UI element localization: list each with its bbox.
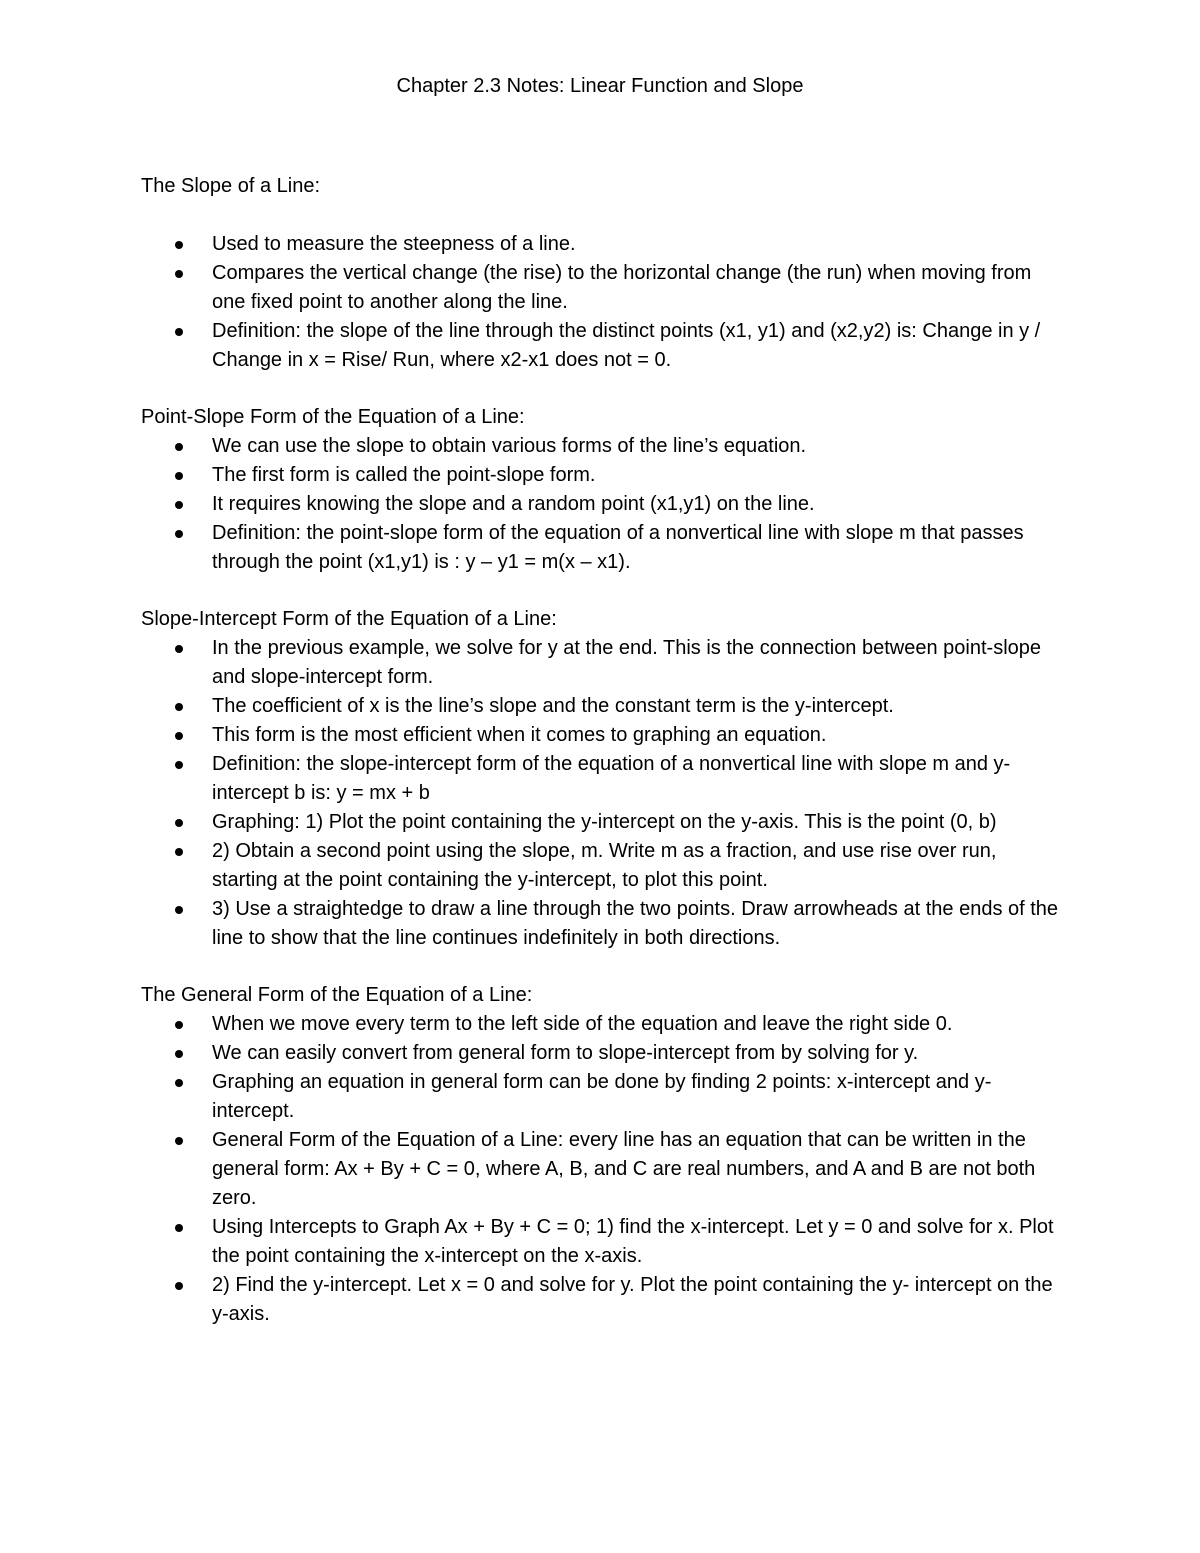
list-item <box>141 837 1061 895</box>
list-item-text: Graphing: 1) Plot the point containing the y-intercept on the y-axis. This is the point (0, b) <box>212 811 997 833</box>
list-item <box>141 519 1061 577</box>
bullet-icon <box>175 761 183 769</box>
bullet-icon <box>175 1282 183 1290</box>
bullet-icon <box>175 732 183 740</box>
list-item <box>141 317 1061 375</box>
list-item <box>141 895 1061 953</box>
list-item-text: Graphing an equation in general form can be done by finding 2 points: x-intercept and y-intercept. <box>212 1071 992 1122</box>
bullet-icon <box>175 1224 183 1232</box>
section-slope-of-a-line <box>141 172 1061 375</box>
bullet-icon <box>175 1137 183 1145</box>
bullet-list <box>141 432 1061 577</box>
bullet-list <box>141 230 1061 375</box>
section-heading: The General Form of the Equation of a Line: <box>141 984 533 1006</box>
list-item-text: 3) Use a straightedge to draw a line through the two points. Draw arrowheads at the ends of the line to show that the line continues indefinitely in both directions. <box>212 898 1059 949</box>
bullet-icon <box>175 1021 183 1029</box>
bullet-icon <box>175 645 183 653</box>
list-item-text: Compares the vertical change (the rise) to the horizontal change (the run) when moving from one fixed point to another along the line. <box>212 262 1032 313</box>
list-item <box>141 721 1061 750</box>
list-item-text: General Form of the Equation of a Line: every line has an equation that can be written in the general form: Ax + By + C = 0, where A, B, and C are real numbers, and A and B are not both zero. <box>212 1129 1036 1209</box>
bullet-icon <box>175 472 183 480</box>
bullet-icon <box>175 703 183 711</box>
bullet-icon <box>175 1079 183 1087</box>
list-item <box>141 750 1061 808</box>
section-general-form <box>141 981 1061 1329</box>
list-item <box>141 1068 1061 1126</box>
section-slope-intercept-form <box>141 605 1061 953</box>
bullet-list <box>141 634 1061 953</box>
list-item-text: This form is the most efficient when it comes to graphing an equation. <box>212 724 827 746</box>
list-item-text: We can use the slope to obtain various forms of the line’s equation. <box>212 435 807 457</box>
bullet-list <box>141 1010 1061 1329</box>
notes-body <box>141 172 1061 1357</box>
list-item <box>141 461 1061 490</box>
bullet-icon <box>175 906 183 914</box>
section-heading: Point-Slope Form of the Equation of a Line: <box>141 406 525 428</box>
list-item <box>141 432 1061 461</box>
list-item-text: The first form is called the point-slope form. <box>212 464 596 486</box>
list-item-text: When we move every term to the left side of the equation and leave the right side 0. <box>212 1013 953 1035</box>
list-item <box>141 808 1061 837</box>
list-item <box>141 692 1061 721</box>
list-item <box>141 1039 1061 1068</box>
list-item <box>141 1271 1061 1329</box>
bullet-icon <box>175 819 183 827</box>
list-item <box>141 259 1061 317</box>
list-item-text: 2) Obtain a second point using the slope, m. Write m as a fraction, and use rise over run, starting at the point containing the y-intercept, to plot this point. <box>212 840 997 891</box>
bullet-icon <box>175 270 183 278</box>
list-item-text: Used to measure the steepness of a line. <box>212 233 576 255</box>
list-item-text: Definition: the slope of the line through the distinct points (x1, y1) and (x2,y2) is: Change in y / Change in x = Rise/ Run, where x2-x1 does not = 0. <box>212 320 1041 371</box>
bullet-icon <box>175 530 183 538</box>
list-item <box>141 230 1061 259</box>
bullet-icon <box>175 501 183 509</box>
bullet-icon <box>175 1050 183 1058</box>
bullet-icon <box>175 848 183 856</box>
list-item-text: Using Intercepts to Graph Ax + By + C = 0; 1) find the x-intercept. Let y = 0 and solve for x. Plot the point containing the x-intercept on the x-axis. <box>212 1216 1054 1267</box>
list-item-text: Definition: the point-slope form of the equation of a nonvertical line with slope m that passes through the point (x1,y1) is : y – y1 = m(x – x1). <box>212 522 1024 573</box>
list-item <box>141 634 1061 692</box>
list-item <box>141 1010 1061 1039</box>
list-item-text: We can easily convert from general form to slope-intercept from by solving for y. <box>212 1042 919 1064</box>
list-item <box>141 1213 1061 1271</box>
list-item <box>141 490 1061 519</box>
list-item-text: In the previous example, we solve for y at the end. This is the connection between point-slope and slope-intercept form. <box>212 637 1042 688</box>
section-point-slope-form <box>141 403 1061 577</box>
section-heading: The Slope of a Line: <box>141 175 321 197</box>
list-item <box>141 1126 1061 1213</box>
bullet-icon <box>175 328 183 336</box>
list-item-text: It requires knowing the slope and a random point (x1,y1) on the line. <box>212 493 815 515</box>
list-item-text: Definition: the slope-intercept form of the equation of a nonvertical line with slope m and y-intercept b is: y = mx + b <box>212 753 1011 804</box>
section-heading: Slope-Intercept Form of the Equation of a Line: <box>141 608 557 630</box>
document-title: Chapter 2.3 Notes: Linear Function and Slope <box>396 75 804 97</box>
list-item-text: 2) Find the y-intercept. Let x = 0 and solve for y. Plot the point containing the y- intercept on the y-axis. <box>212 1274 1053 1325</box>
bullet-icon <box>175 443 183 451</box>
list-item-text: The coefficient of x is the line’s slope and the constant term is the y-intercept. <box>212 695 894 717</box>
bullet-icon <box>175 241 183 249</box>
